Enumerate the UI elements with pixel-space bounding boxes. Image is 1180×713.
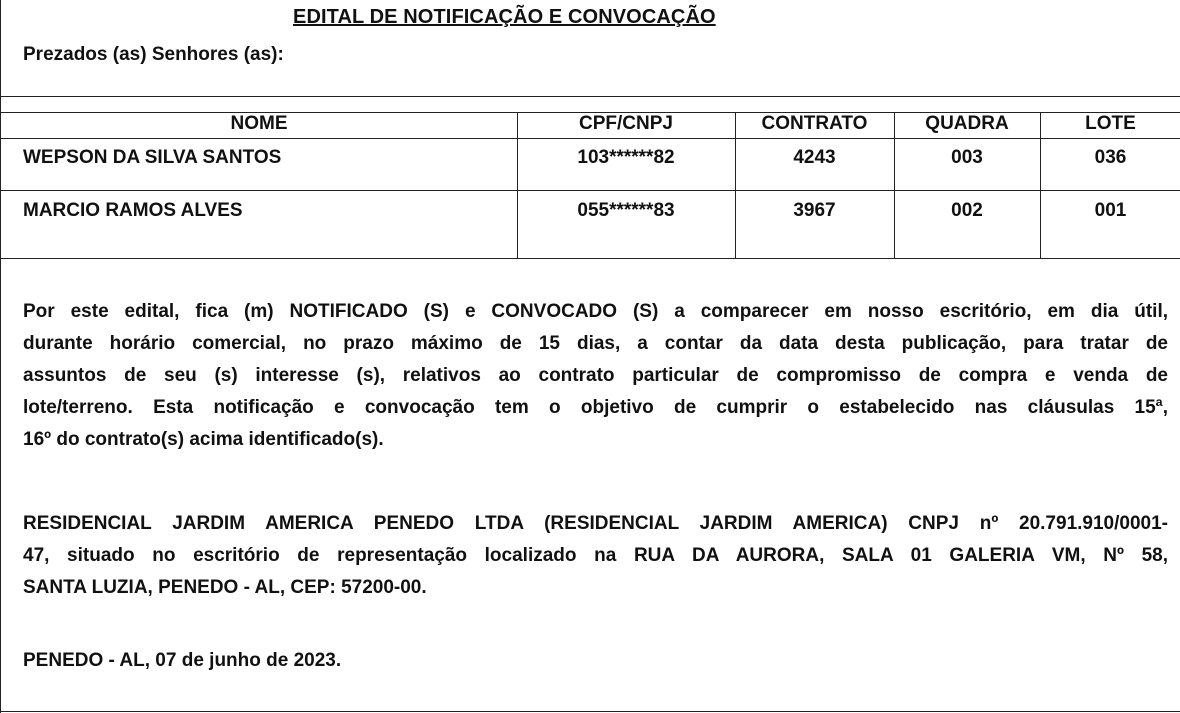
row-1-quadra: 003 <box>951 147 983 168</box>
paragraph-line: assuntos de seu (s) interesse (s), relativos ao contrato particular de compromisso de compra e venda de <box>23 365 1168 386</box>
header-nome: NOME <box>230 113 288 134</box>
row-2-cpf: 055******83 <box>577 200 675 221</box>
row-1-lote: 036 <box>1094 147 1127 168</box>
notification-paragraph <box>23 296 1168 456</box>
row-1-nome: WEPSON DA SILVA SANTOS <box>23 147 282 168</box>
table-top-border <box>1 96 1180 97</box>
paragraph-line: lote/terreno. Esta notificação e convocação tem o objetivo de cumprir o estabelecido nas cláusulas 15ª, <box>23 397 1168 418</box>
paragraph-line: durante horário comercial, no prazo máximo de 15 dias, a contar da data desta publicação, para tratar de <box>23 333 1168 354</box>
header-quadra: QUADRA <box>925 113 1009 134</box>
row-2-nome: MARCIO RAMOS ALVES <box>23 200 243 221</box>
table-header-bottom-border <box>1 138 1180 139</box>
row-1-cpf: 103******82 <box>577 147 675 168</box>
company-paragraph <box>23 508 1168 604</box>
paragraph-line: 16º do contrato(s) acima identificado(s). <box>23 429 384 450</box>
document-bottom-border <box>1 711 1180 712</box>
header-lote: LOTE <box>1085 113 1136 134</box>
paragraph-line: RESIDENCIAL JARDIM AMERICA PENEDO LTDA (RESIDENCIAL JARDIM AMERICA) CNPJ nº 20.791.910/0001- <box>23 513 1168 534</box>
document-title: EDITAL DE NOTIFICAÇÃO E CONVOCAÇÃO <box>293 6 716 28</box>
row-1-contrato: 4243 <box>793 147 836 168</box>
closing-date-line: PENEDO - AL, 07 de junho de 2023. <box>23 650 342 671</box>
header-contrato: CONTRATO <box>761 113 868 134</box>
paragraph-line: 47, situado no escritório de representação localizado na RUA DA AURORA, SALA 01 GALERIA VM, Nº 58, <box>23 545 1168 566</box>
table-bottom-border <box>1 258 1180 259</box>
table-row-divider <box>1 190 1180 191</box>
row-2-contrato: 3967 <box>793 200 836 221</box>
header-cpf-cnpj: CPF/CNPJ <box>579 113 673 134</box>
paragraph-line: SANTA LUZIA, PENEDO - AL, CEP: 57200-00. <box>23 577 427 598</box>
row-2-quadra: 002 <box>951 200 983 221</box>
greeting-line: Prezados (as) Senhores (as): <box>23 44 284 65</box>
row-2-lote: 001 <box>1094 200 1127 221</box>
paragraph-line: Por este edital, fica (m) NOTIFICADO (S) e CONVOCADO (S) a comparecer em nosso escritório, em dia útil, <box>23 301 1168 322</box>
